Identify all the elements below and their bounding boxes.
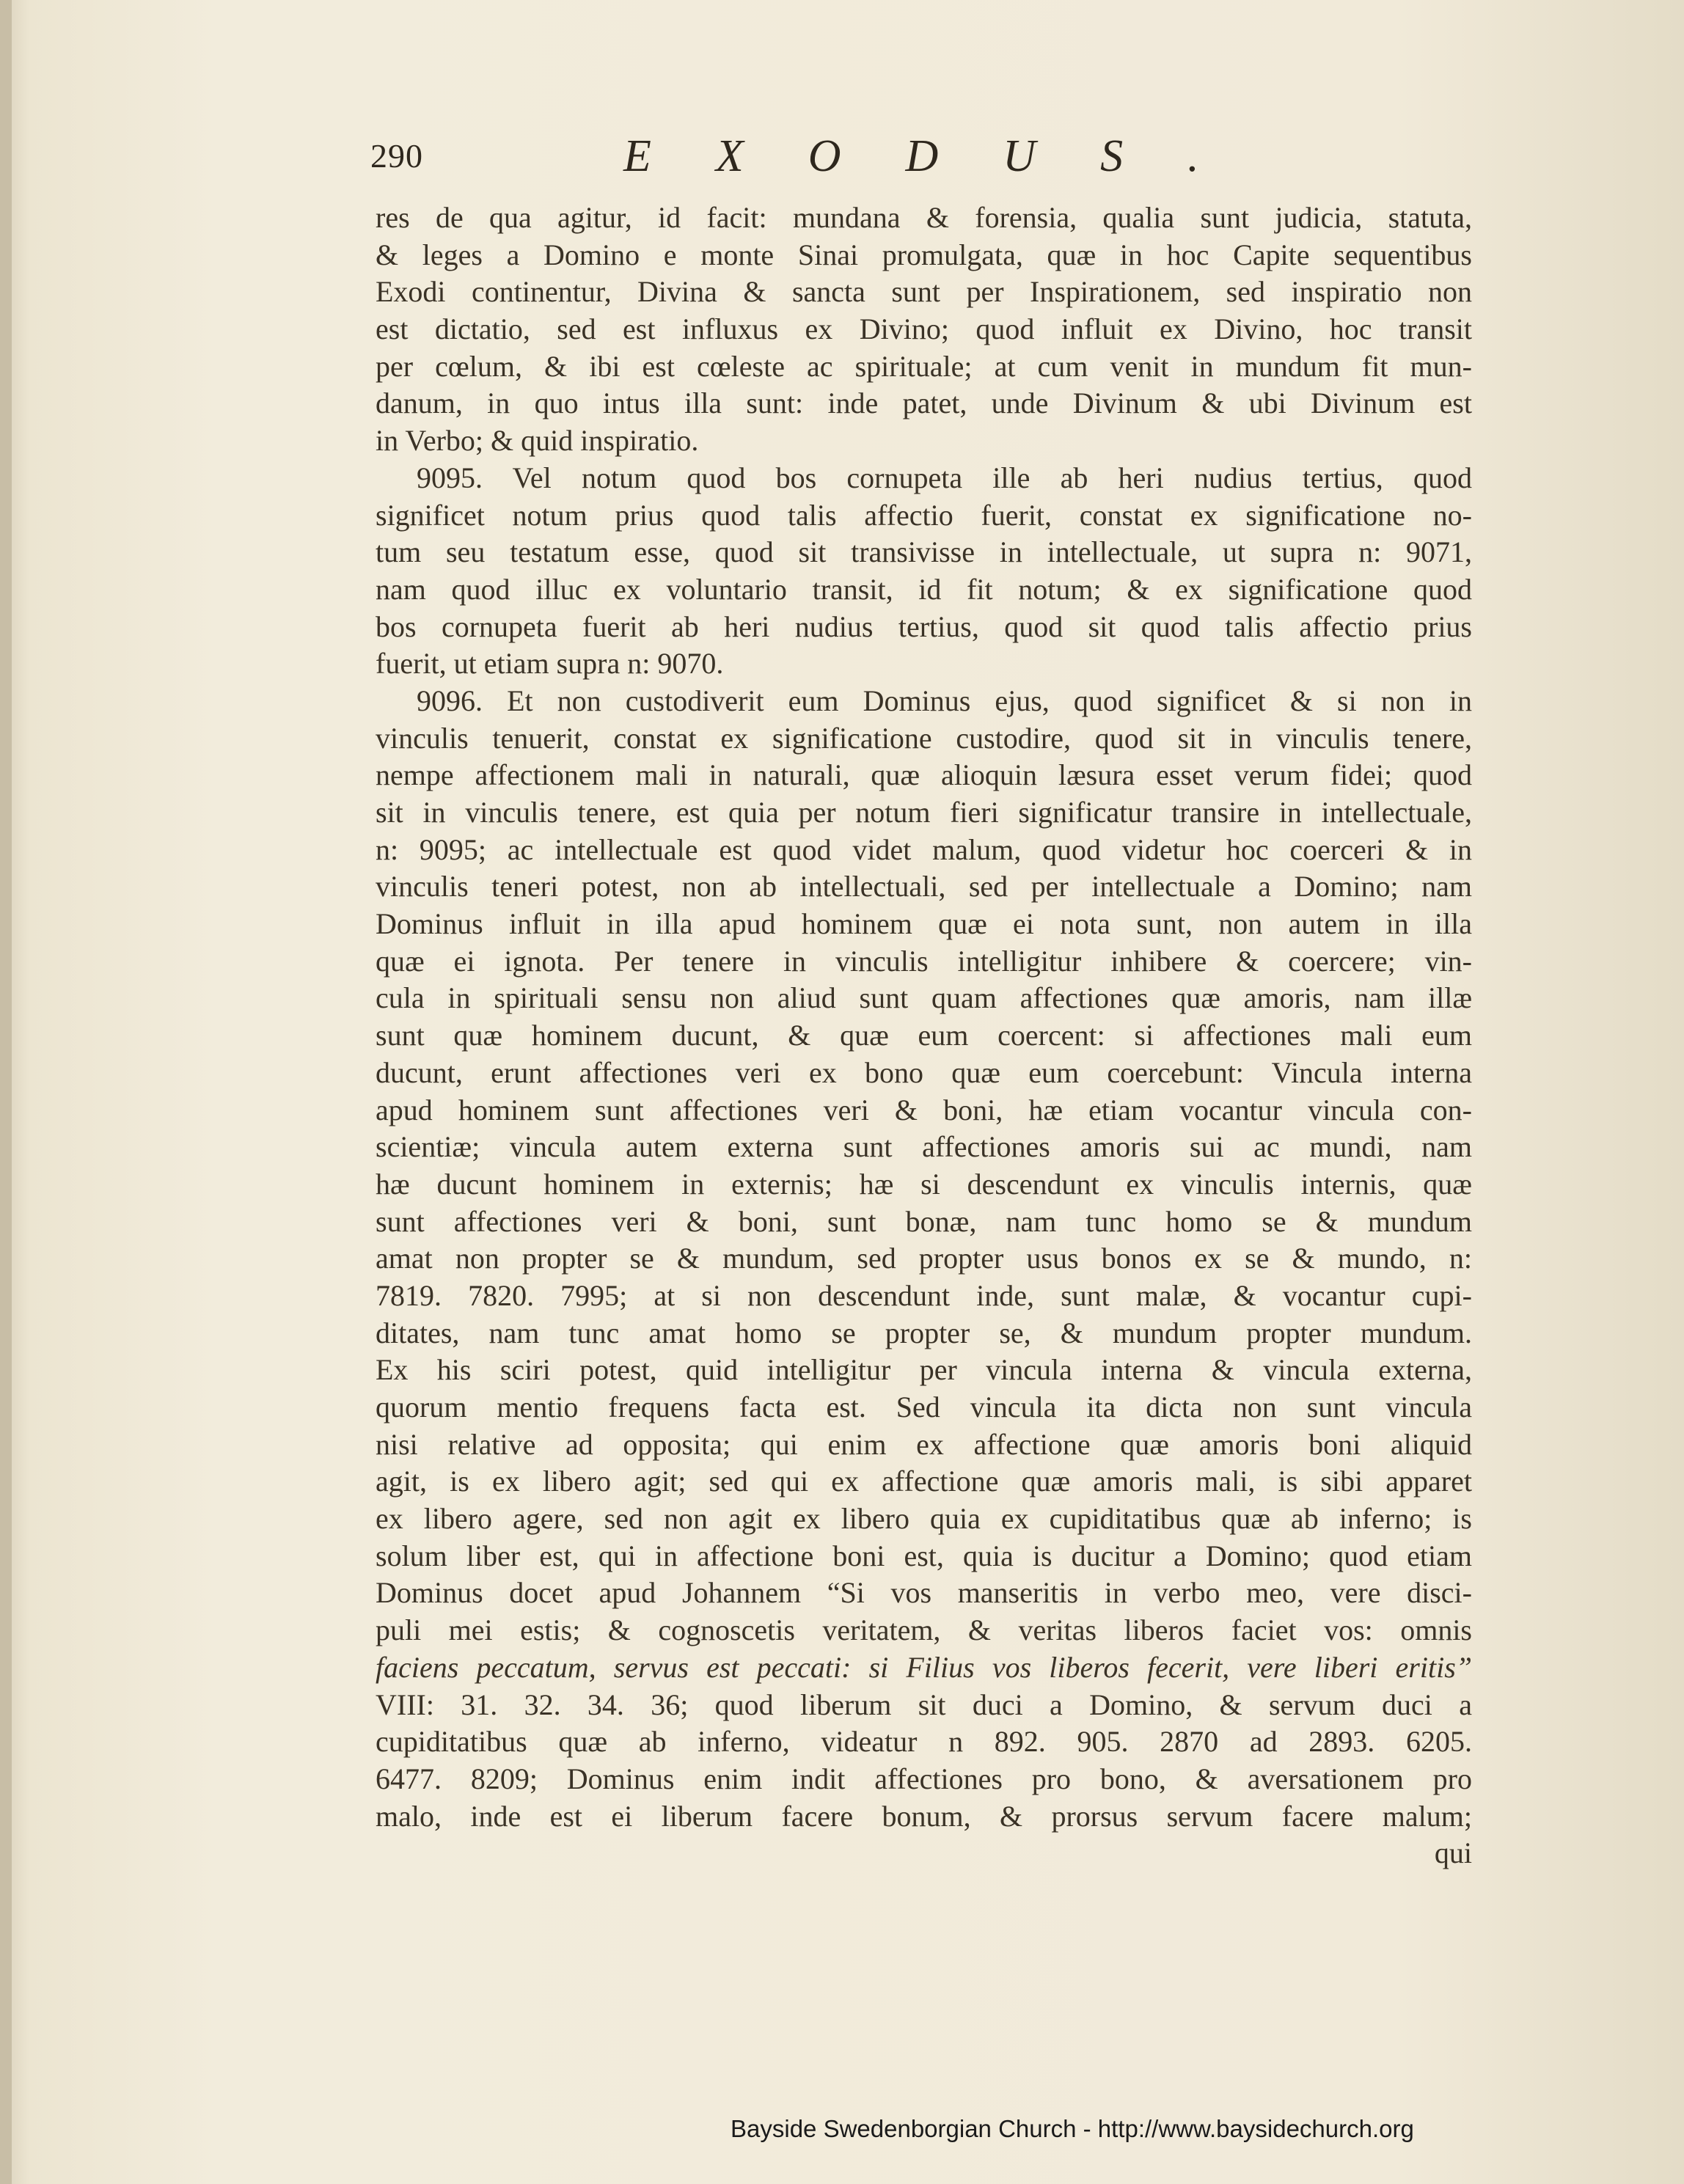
text-line: nam quod illuc ex voluntario transit, id fit notum; & ex significatione quod (376, 572, 1472, 606)
text-line: nempe affectionem mali in naturali, quæ alioquin læsura esset verum fidei; quod (376, 758, 1472, 792)
text-line: 7819. 7820. 7995; at si non descendunt inde, sunt malæ, & vocantur cupi- (376, 1278, 1472, 1312)
text-line: res de qua agitur, id facit: mundana & forensia, qualia sunt judicia, statuta, (376, 201, 1472, 234)
text-line: in Verbo; & quid inspiratio. (376, 424, 699, 458)
text-line: cula in spirituali sensu non aliud sunt quam affectiones quæ amoris, nam illæ (376, 981, 1472, 1015)
text-line: hæ ducunt hominem in externis; hæ si descendunt ex vinculis internis, quæ (376, 1167, 1472, 1201)
text-line: tum seu testatum esse, quod sit transivisse in intellectuale, ut supra n: 9071, (376, 535, 1472, 569)
text-line: danum, in quo intus illa sunt: inde patet, unde Divinum & ubi Divinum est (376, 386, 1472, 420)
text-line: ducunt, erunt affectiones veri ex bono quæ eum coercebunt: Vincula interna (376, 1055, 1472, 1089)
text-line: Dominus influit in illa apud hominem quæ ei nota sunt, non autem in illa (376, 907, 1472, 941)
text-line: Exodi continentur, Divina & sancta sunt per Inspirationem, sed inspiratio non (376, 275, 1472, 309)
facing-page-edge (0, 0, 12, 2184)
paragraph-9096-start: 9096. Et non custodiverit eum Dominus ejus, quod significet & si non in (417, 684, 1472, 717)
running-head: EXODUS. (623, 131, 1264, 181)
page-number: 290 (370, 137, 423, 175)
text-line: sunt quæ hominem ducunt, & quæ eum coercent: si affectiones mali eum (376, 1019, 1472, 1052)
text-line: vinculis teneri potest, non ab intellectuali, sed per intellectuale a Domino; nam (376, 870, 1472, 904)
text-line: ex libero agere, sed non agit ex libero quia ex cupiditatibus quæ ab inferno; is (376, 1502, 1472, 1536)
page-header (370, 131, 1471, 189)
text-line: nisi relative ad opposita; qui enim ex affectione quæ amoris boni aliquid (376, 1427, 1472, 1461)
text-line: vinculis tenuerit, constat ex significatione custodire, quod sit in vinculis tenere, (376, 721, 1472, 755)
text-line: & leges a Domino e monte Sinai promulgata, quæ in hoc Capite sequentibus (376, 238, 1472, 271)
text-line: malo, inde est ei liberum facere bonum, & prorsus servum facere malum; (376, 1799, 1472, 1833)
text-line-quotation: faciens peccatum, servus est peccati: si Filius vos liberos fecerit, vere liberi eritis” (376, 1650, 1472, 1684)
text-line: quæ ei ignota. Per tenere in vinculis intelligitur inhibere & coercere; vin- (376, 944, 1472, 978)
text-line: scientiæ; vincula autem externa sunt affectiones amoris sui ac mundi, nam (376, 1130, 1472, 1164)
paragraph-9095-start: 9095. Vel notum quod bos cornupeta ille ab heri nudius tertius, quod (417, 461, 1472, 494)
text-line: VIII: 31. 32. 34. 36; quod liberum sit duci a Domino, & servum duci a (376, 1688, 1472, 1721)
text-line: puli mei estis; & cognoscetis veritatem, & veritas liberos faciet vos: omnis (376, 1613, 1472, 1647)
text-line: quorum mentio frequens facta est. Sed vincula ita dicta non sunt vincula (376, 1390, 1472, 1423)
text-line: n: 9095; ac intellectuale est quod videt malum, quod videtur hoc coerceri & in (376, 832, 1472, 866)
text-line: amat non propter se & mundum, sed propter usus bonos ex se & mundo, n: (376, 1242, 1472, 1275)
text-line: sunt affectiones veri & boni, sunt bonæ, nam tunc homo se & mundum (376, 1204, 1472, 1238)
text-line: fuerit, ut etiam supra n: 9070. (376, 647, 724, 681)
text-line: per cœlum, & ibi est cœleste ac spirituale; at cum venit in mundum fit mun- (376, 349, 1472, 383)
text-line: cupiditatibus quæ ab inferno, videatur n 892. 905. 2870 ad 2893. 6205. (376, 1725, 1472, 1759)
footer-credit: Bayside Swedenborgian Church - http://www.baysidechurch.org (731, 2115, 1414, 2142)
text-line: sit in vinculis tenere, est quia per notum fieri significatur transire in intellectuale, (376, 796, 1472, 829)
catchword: qui (1434, 1836, 1472, 1870)
text-line: solum liber est, qui in affectione boni est, quia is ducitur a Domino; quod etiam (376, 1539, 1472, 1572)
body-text (376, 199, 1472, 1872)
text-line: est dictatio, sed est influxus ex Divino; quod influit ex Divino, hoc transit (376, 312, 1472, 346)
text-line: apud hominem sunt affectiones veri & boni, hæ etiam vocantur vincula con- (376, 1093, 1472, 1126)
text-line: agit, is ex libero agit; sed qui ex affectione quæ amoris mali, is sibi apparet (376, 1465, 1472, 1498)
text-line: Dominus docet apud Johannem “Si vos manseritis in verbo meo, vere disci- (376, 1576, 1472, 1610)
text-line: Ex his sciri potest, quid intelligitur per vincula interna & vincula externa, (376, 1353, 1472, 1387)
text-line: bos cornupeta fuerit ab heri nudius tertius, quod sit quod talis affectio prius (376, 609, 1472, 643)
text-line: significet notum prius quod talis affectio fuerit, constat ex significatione no- (376, 498, 1472, 532)
text-line: ditates, nam tunc amat homo se propter se, & mundum propter mundum. (376, 1316, 1472, 1349)
text-line: 6477. 8209; Dominus enim indit affectiones pro bono, & aversationem pro (376, 1762, 1472, 1795)
